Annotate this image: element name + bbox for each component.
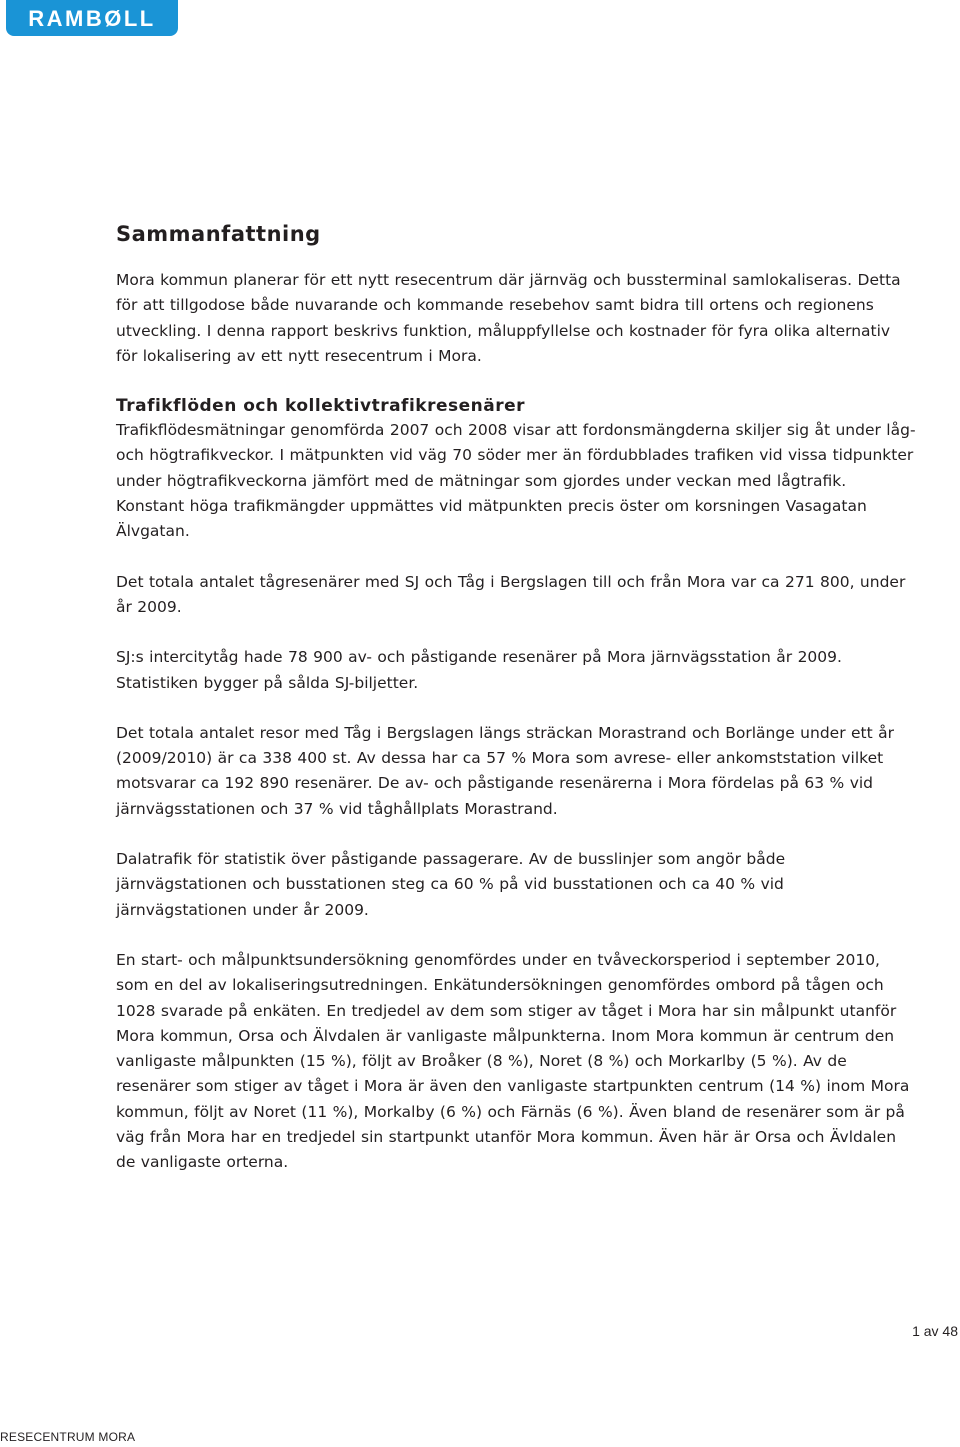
- section-paragraph: Det totala antalet tågresenärer med SJ och Tåg i Bergslagen till och från Mora var ca 271 800, under år 2009.: [116, 572, 906, 616]
- ramboll-logo: [6, 0, 178, 36]
- logo-text: RAMBØLL: [28, 6, 156, 31]
- section-paragraph: Trafikflödesmätningar genomförda 2007 och 2008 visar att fordonsmängderna skiljer sig åt under låg- och högtrafikveckor. I mätpunkten vid väg 70 söder mer än fördubblades trafiken vid vissa tidpunkter under högtrafikveckorna jämfört med de mätningar som gjordes under veckan med lågtrafik. Konstant höga trafikmängder uppmättes vid mätpunkten precis öster om korsningen Vasagatan Älvgatan.: [116, 421, 916, 541]
- section-paragraph: Dalatrafik för statistik över påstigande passagerare. Av de busslinjer som angör både järnvägstationen och busstationen steg ca 60 % på vid busstationen och ca 40 % vid järnvägstationen under år 2009.: [116, 850, 786, 919]
- intro-paragraph: Mora kommun planerar för ett nytt resecentrum där järnväg och bussterminal samlokaliseras. Detta för att tillgodose både nuvarande och kommande resebehov samt bidra till ortens och regionens utveckling. I denna rapport beskrivs funktion, måluppfyllelse och kostnader för fyra olika alternativ för lokalisering av ett nytt resecentrum i Mora.: [116, 271, 901, 365]
- section-paragraph: Det totala antalet resor med Tåg i Bergslagen längs sträckan Morastrand och Borlänge under ett år (2009/2010) är ca 338 400 st. Av dessa har ca 57 % Mora som avrese- eller ankomststation vilket motsvarar ca 192 890 resenärer. De av- och påstigande resenärerna i Mora fördelas på 63 % vid järnvägsstationen och 37 % vid tåghållplats Morastrand.: [116, 723, 894, 818]
- section-heading: Trafikflöden och kollektivtrafikresenärer: [116, 396, 526, 417]
- page-title: Sammanfattning: [116, 222, 321, 246]
- ramboll-logo-wordmark: [6, 0, 178, 36]
- footer-text: RESECENTRUM MORA: [0, 1430, 136, 1444]
- section-paragraph: En start- och målpunktsundersökning genomfördes under en tvåveckorsperiod i september 2010, som en del av lokaliseringsutredningen. Enkätundersökningen genomfördes ombord på tågen och 1028 svarade på enkäten. En tredjedel av dem som stiger av tåget i Mora har sin målpunkt utanför Mora kommun, Orsa och Älvdalen är vanligaste målpunkterna. Inom Mora kommun är centrum den vanligaste målpunkten (15 %), följt av Broåker (8 %), Noret (8 %) och Morkarlby (5 %). Av de resenärer som stiger av tåget i Mora är även den vanligaste startpunkten centrum (14 %) inom Mora kommun, följt av Noret (11 %), Morkalby (6 %) och Färnäs (6 %). Även bland de resenärer som är på väg från Mora har en tredjedel sin startpunkt utanför Mora kommun. Även här är Orsa och Ävldalen de vanligaste orterna.: [116, 950, 910, 1172]
- page-number: 1 av 48: [912, 1323, 958, 1339]
- document-body: [116, 218, 916, 1201]
- section-paragraph: SJ:s intercitytåg hade 78 900 av- och påstigande resenärer på Mora järnvägsstation år 2009. Statistiken bygger på sålda SJ-biljetter.: [116, 648, 842, 692]
